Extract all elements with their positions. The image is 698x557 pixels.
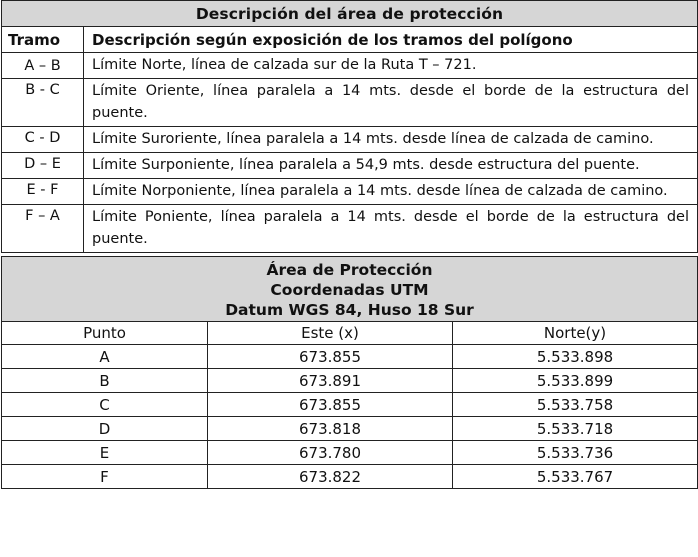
table-row	[2, 153, 698, 179]
title-area-proteccion: Área de Protección	[266, 261, 433, 279]
norte-cell: 5.533.898	[453, 345, 698, 369]
description-cell: Límite Norponiente, línea paralela a 14 mts. desde línea de calzada de camino.	[84, 179, 698, 205]
description-table-title: Descripción del área de protección	[2, 1, 698, 27]
tramo-cell: A – B	[2, 53, 84, 79]
punto-cell: C	[2, 393, 208, 417]
norte-cell: 5.533.899	[453, 369, 698, 393]
punto-cell: F	[2, 465, 208, 489]
table-row	[2, 345, 698, 369]
este-cell: 673.855	[208, 393, 453, 417]
col-header-este: Este (x)	[208, 322, 453, 345]
table-row	[2, 79, 698, 127]
utm-coordinates-table	[1, 256, 698, 489]
tramo-cell: D – E	[2, 153, 84, 179]
description-cell: Límite Norte, línea de calzada sur de la Ruta T – 721.	[84, 53, 698, 79]
table-row	[2, 53, 698, 79]
document-page	[1, 0, 697, 556]
table-row	[2, 393, 698, 417]
punto-cell: D	[2, 417, 208, 441]
table-row	[2, 369, 698, 393]
title-coordenadas-utm: Coordenadas UTM	[270, 281, 429, 299]
description-cell: Límite Suroriente, línea paralela a 14 mts. desde línea de calzada de camino.	[84, 127, 698, 153]
norte-cell: 5.533.758	[453, 393, 698, 417]
punto-cell: A	[2, 345, 208, 369]
protection-area-description-table	[1, 0, 698, 253]
este-cell: 673.855	[208, 345, 453, 369]
coordinates-table-title	[2, 257, 698, 322]
table-row	[2, 179, 698, 205]
description-table-header	[2, 27, 698, 53]
table-row	[2, 465, 698, 489]
tramo-cell: E - F	[2, 179, 84, 205]
norte-cell: 5.533.718	[453, 417, 698, 441]
norte-cell: 5.533.767	[453, 465, 698, 489]
col-header-descripcion: Descripción según exposición de los tramos del polígono	[84, 27, 698, 53]
description-cell: Límite Surponiente, línea paralela a 54,9 mts. desde estructura del puente.	[84, 153, 698, 179]
tramo-cell: C - D	[2, 127, 84, 153]
este-cell: 673.891	[208, 369, 453, 393]
title-datum: Datum WGS 84, Huso 18 Sur	[225, 301, 474, 319]
table-row	[2, 417, 698, 441]
este-cell: 673.818	[208, 417, 453, 441]
col-header-norte: Norte(y)	[453, 322, 698, 345]
description-cell: Límite Oriente, línea paralela a 14 mts. desde el borde de la estructura del puente.	[84, 79, 698, 127]
description-cell: Límite Poniente, línea paralela a 14 mts. desde el borde de la estructura del puente.	[84, 205, 698, 253]
coordinates-table-header	[2, 322, 698, 345]
col-header-punto: Punto	[2, 322, 208, 345]
table-row	[2, 441, 698, 465]
table-row	[2, 127, 698, 153]
col-header-tramo: Tramo	[2, 27, 84, 53]
norte-cell: 5.533.736	[453, 441, 698, 465]
tramo-cell: B - C	[2, 79, 84, 127]
este-cell: 673.822	[208, 465, 453, 489]
este-cell: 673.780	[208, 441, 453, 465]
tramo-cell: F – A	[2, 205, 84, 253]
punto-cell: B	[2, 369, 208, 393]
punto-cell: E	[2, 441, 208, 465]
table-row	[2, 205, 698, 253]
